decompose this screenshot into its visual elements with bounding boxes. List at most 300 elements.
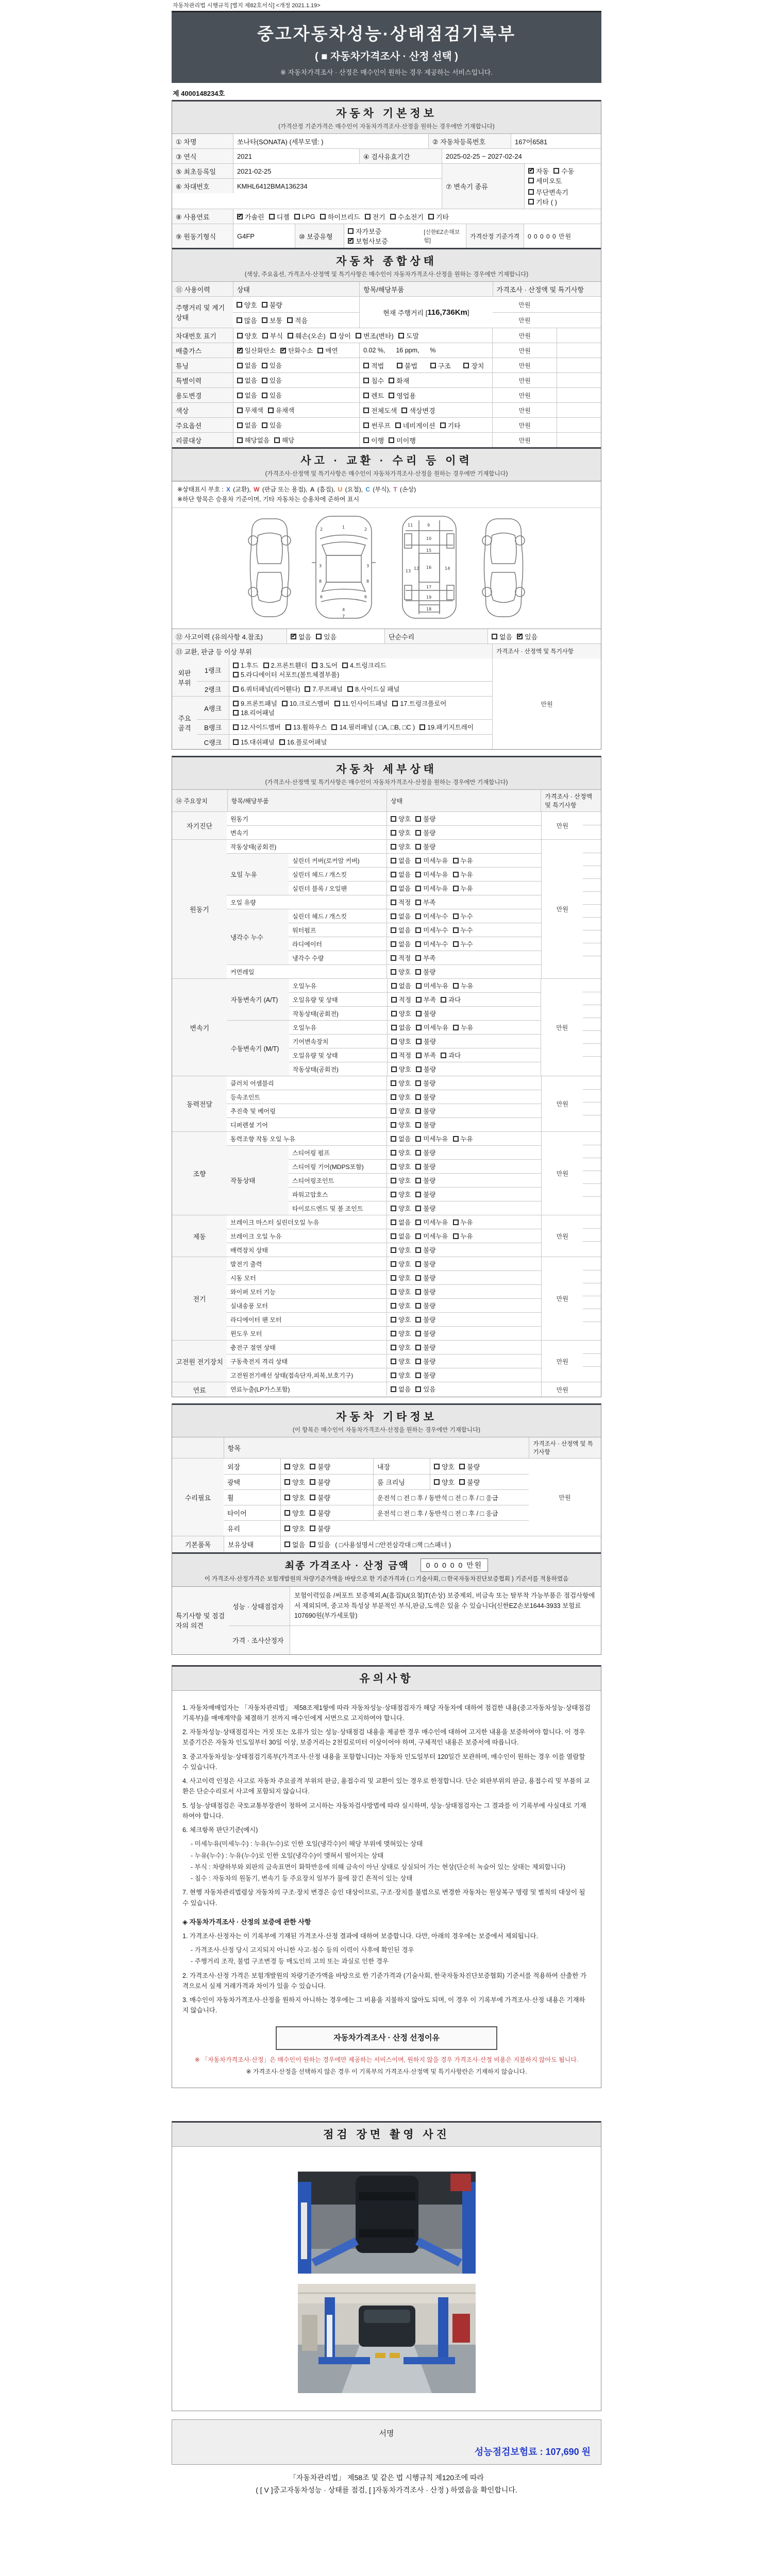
checkbox[interactable] bbox=[440, 422, 446, 428]
legend-prefix: ※상태표시 부호 : bbox=[177, 486, 225, 493]
basic-items-label: 기본품목 bbox=[172, 1536, 224, 1552]
checkbox[interactable] bbox=[453, 913, 459, 919]
checkbox[interactable] bbox=[334, 701, 340, 706]
checkbox[interactable] bbox=[415, 1303, 421, 1309]
repair-subtitle: (가격조사·산정액 및 특기사항은 매수인이 자동차가격조사·산정을 원하는 경우에만 기재합니다) bbox=[265, 471, 508, 477]
status-code-C: C bbox=[365, 486, 371, 493]
checkbox[interactable] bbox=[415, 913, 421, 919]
note-cell bbox=[583, 1132, 601, 1145]
checkbox[interactable] bbox=[416, 1053, 422, 1058]
checkbox-checked[interactable] bbox=[280, 348, 286, 353]
checkbox-checked[interactable] bbox=[237, 348, 243, 353]
checkbox-label: 양호 bbox=[398, 1163, 411, 1171]
checkbox-option bbox=[233, 699, 277, 708]
item-label: 변속기 bbox=[230, 829, 248, 837]
checkbox-option bbox=[416, 981, 448, 990]
checkbox[interactable] bbox=[453, 941, 459, 947]
checkbox-option bbox=[391, 1204, 411, 1213]
checkbox[interactable] bbox=[391, 955, 396, 961]
checkbox-option bbox=[415, 967, 435, 976]
checkbox-option bbox=[415, 1162, 435, 1171]
sub-group-row bbox=[227, 979, 541, 1020]
checkbox[interactable] bbox=[237, 378, 243, 383]
checkbox[interactable] bbox=[391, 1219, 396, 1225]
checkbox[interactable] bbox=[363, 422, 369, 428]
insurance-fee-label: 성능점검보험료 : bbox=[474, 2446, 543, 2457]
checkbox[interactable] bbox=[415, 886, 421, 891]
repair-note-2: ※하단 항목은 승용차 기준이며, 기타 자동차는 승용차에 준하여 표시 bbox=[177, 496, 360, 503]
checkbox[interactable] bbox=[262, 422, 267, 428]
checkbox[interactable] bbox=[415, 1317, 421, 1323]
checkbox[interactable] bbox=[237, 363, 243, 368]
checkbox[interactable] bbox=[397, 363, 402, 368]
checkbox-label: 누유 bbox=[460, 1219, 473, 1227]
checkbox[interactable] bbox=[401, 408, 407, 413]
checkbox[interactable] bbox=[492, 634, 497, 639]
checkbox[interactable] bbox=[463, 363, 469, 368]
checkbox[interactable] bbox=[434, 1464, 440, 1469]
checkbox[interactable] bbox=[428, 214, 434, 219]
checkbox[interactable] bbox=[391, 844, 396, 850]
device-items bbox=[227, 812, 541, 839]
checkbox[interactable] bbox=[233, 710, 239, 716]
checkbox-option bbox=[391, 1064, 411, 1074]
checkbox[interactable] bbox=[416, 1039, 422, 1044]
checkbox[interactable] bbox=[282, 701, 288, 706]
checkbox[interactable] bbox=[237, 408, 243, 413]
checkbox[interactable] bbox=[415, 1178, 421, 1183]
checkbox[interactable] bbox=[233, 672, 239, 677]
checkbox-option bbox=[391, 1023, 411, 1032]
checkbox[interactable] bbox=[415, 1122, 421, 1128]
checkbox[interactable] bbox=[274, 437, 280, 443]
status-cell bbox=[386, 1354, 541, 1368]
checkbox[interactable] bbox=[237, 437, 243, 443]
checkbox[interactable] bbox=[415, 1080, 421, 1086]
checkbox[interactable] bbox=[415, 1094, 421, 1100]
note-cell bbox=[583, 1257, 601, 1270]
checkbox-checked[interactable] bbox=[237, 214, 243, 219]
checkbox-option bbox=[415, 897, 435, 907]
checkbox[interactable] bbox=[285, 724, 291, 730]
checkbox-checked[interactable] bbox=[517, 634, 523, 639]
checkbox[interactable] bbox=[233, 724, 239, 730]
checkbox[interactable] bbox=[416, 1066, 422, 1072]
checkbox[interactable] bbox=[269, 214, 275, 219]
checkbox[interactable] bbox=[391, 1136, 396, 1142]
checkbox[interactable] bbox=[391, 1247, 396, 1253]
checkbox[interactable] bbox=[415, 858, 421, 863]
checkbox[interactable] bbox=[237, 333, 243, 338]
rank-group bbox=[172, 658, 492, 696]
status-cell bbox=[386, 923, 541, 937]
checkbox[interactable] bbox=[391, 1011, 397, 1016]
checkbox[interactable] bbox=[453, 872, 459, 877]
checkbox[interactable] bbox=[233, 663, 239, 668]
checkbox[interactable] bbox=[415, 900, 421, 905]
checkbox[interactable] bbox=[310, 1510, 315, 1516]
checkbox-label: 양호 bbox=[398, 1344, 411, 1352]
checkbox-label: 장치 bbox=[471, 362, 484, 370]
checkbox[interactable] bbox=[415, 1331, 421, 1336]
checkbox-label: 양호 bbox=[244, 301, 257, 309]
checkbox[interactable] bbox=[363, 408, 369, 413]
checkbox-option bbox=[391, 1357, 411, 1366]
checkbox[interactable] bbox=[391, 1275, 396, 1281]
checkbox[interactable] bbox=[415, 1261, 421, 1267]
note-subcolumn bbox=[583, 1215, 601, 1257]
checkbox[interactable] bbox=[415, 1219, 421, 1225]
insurance-fee bbox=[475, 2445, 591, 2458]
checkbox-option bbox=[391, 1259, 411, 1268]
checkbox[interactable] bbox=[391, 1317, 396, 1323]
checkbox[interactable] bbox=[391, 1053, 397, 1058]
checkbox[interactable] bbox=[310, 1526, 315, 1531]
item-label: 내장 bbox=[373, 1459, 430, 1474]
checkbox-checked[interactable] bbox=[528, 168, 534, 174]
checkbox[interactable] bbox=[262, 393, 267, 398]
checkbox[interactable] bbox=[453, 1219, 459, 1225]
checkbox[interactable] bbox=[268, 408, 274, 413]
checkbox-label: 미세누유 bbox=[423, 885, 448, 893]
checkbox-option bbox=[262, 331, 283, 341]
status-cell bbox=[387, 1021, 541, 1034]
notice-item: 1. 가격조사·산정자는 이 기록부에 기재된 가격조사·산정 결과에 대하여 보증합니다. 다만, 아래의 경우에는 보증에서 제외됩니다. bbox=[182, 1932, 539, 1940]
item-cell bbox=[359, 373, 492, 387]
device-items bbox=[227, 1341, 541, 1382]
checkbox[interactable] bbox=[391, 1303, 396, 1309]
signature-box[interactable] bbox=[172, 2419, 601, 2465]
checkbox[interactable] bbox=[453, 1025, 459, 1030]
checkbox[interactable] bbox=[284, 1495, 290, 1500]
checkbox[interactable] bbox=[441, 1053, 446, 1058]
checkbox[interactable] bbox=[391, 1261, 396, 1267]
checkbox[interactable] bbox=[391, 1080, 396, 1086]
checkbox-option bbox=[391, 967, 411, 976]
checkbox[interactable] bbox=[415, 1247, 421, 1253]
checkbox-option bbox=[263, 660, 308, 670]
checkbox[interactable] bbox=[391, 1192, 396, 1197]
checkbox[interactable] bbox=[330, 333, 336, 338]
checkbox[interactable] bbox=[310, 1541, 315, 1547]
checkbox-option bbox=[415, 925, 448, 935]
checkbox-label: 양호 bbox=[398, 1205, 411, 1213]
status-cell bbox=[233, 418, 359, 432]
status-code-desc: (손상) bbox=[398, 486, 416, 493]
basic-items-list: ( □사용설명서 □안전삼각대 □잭 □스패너 ) bbox=[335, 1541, 451, 1549]
note-cell bbox=[557, 297, 601, 312]
checkbox[interactable] bbox=[459, 1464, 465, 1469]
checkbox[interactable] bbox=[441, 997, 446, 1003]
checkbox[interactable] bbox=[391, 1233, 396, 1239]
checkbox[interactable] bbox=[237, 422, 243, 428]
status-cell bbox=[386, 937, 541, 951]
checkbox[interactable] bbox=[262, 378, 267, 383]
checkbox[interactable] bbox=[528, 199, 534, 205]
status-cell bbox=[233, 403, 359, 417]
checkbox[interactable] bbox=[391, 816, 396, 822]
checkbox[interactable] bbox=[416, 1025, 422, 1030]
checkbox-option bbox=[262, 315, 282, 325]
checkbox[interactable] bbox=[310, 1464, 315, 1469]
status-cell bbox=[386, 951, 541, 964]
checkbox-option bbox=[391, 1120, 411, 1129]
checkbox[interactable] bbox=[233, 701, 239, 706]
checkbox-checked[interactable] bbox=[348, 238, 354, 244]
checkbox[interactable] bbox=[453, 886, 459, 891]
checkbox[interactable] bbox=[453, 983, 459, 989]
checkbox[interactable] bbox=[391, 1066, 397, 1072]
checkbox[interactable] bbox=[365, 214, 371, 219]
checkbox[interactable] bbox=[415, 1233, 421, 1239]
checkbox-option bbox=[316, 632, 337, 641]
checkbox[interactable] bbox=[415, 969, 421, 975]
checkbox[interactable] bbox=[391, 1150, 396, 1156]
checkbox[interactable] bbox=[284, 1541, 290, 1547]
checkbox[interactable] bbox=[415, 1345, 421, 1350]
photos-area bbox=[172, 2147, 601, 2411]
checkbox[interactable] bbox=[391, 941, 396, 947]
section-box-1 bbox=[172, 100, 601, 750]
notice-subitem: - 가격조사·산정 당시 고지되지 아니한 사고·침수 등의 이력이 사후에 확인된 경우 bbox=[191, 1946, 414, 1954]
checkbox[interactable] bbox=[415, 1359, 421, 1364]
opinion-label: 특기사항 및 점검자의 의견 bbox=[172, 1587, 229, 1654]
checkbox[interactable] bbox=[415, 830, 421, 836]
checkbox[interactable] bbox=[363, 437, 369, 443]
checkbox[interactable] bbox=[391, 1289, 396, 1295]
checkbox[interactable] bbox=[391, 1025, 397, 1030]
checkbox[interactable] bbox=[356, 333, 361, 338]
checkbox[interactable] bbox=[392, 701, 398, 706]
checkbox-label: 양호 bbox=[292, 1479, 306, 1487]
device-group-row bbox=[172, 1382, 601, 1397]
checkbox[interactable] bbox=[419, 724, 425, 730]
checkbox[interactable] bbox=[391, 1372, 396, 1378]
checkbox-option bbox=[415, 1204, 435, 1213]
checkbox[interactable] bbox=[316, 634, 322, 639]
checkbox[interactable] bbox=[415, 1136, 421, 1142]
checkbox[interactable] bbox=[363, 393, 369, 398]
checkbox[interactable] bbox=[391, 1039, 397, 1044]
checkbox[interactable] bbox=[391, 900, 396, 905]
checkbox-label: 있음 bbox=[317, 1541, 331, 1549]
checkbox[interactable] bbox=[453, 1136, 459, 1142]
checkbox[interactable] bbox=[348, 228, 354, 234]
checkbox[interactable] bbox=[363, 378, 369, 383]
checkbox[interactable] bbox=[391, 1094, 396, 1100]
checkbox[interactable] bbox=[415, 1372, 421, 1378]
checkbox[interactable] bbox=[389, 393, 394, 398]
checkbox[interactable] bbox=[391, 969, 396, 975]
checkbox[interactable] bbox=[233, 686, 239, 692]
checkbox[interactable] bbox=[391, 1164, 396, 1170]
checkbox[interactable] bbox=[415, 955, 421, 961]
checkbox[interactable] bbox=[331, 724, 337, 730]
checkbox[interactable] bbox=[453, 927, 459, 933]
confirmation-footer bbox=[172, 2472, 601, 2497]
checkbox-option bbox=[365, 212, 385, 222]
checkbox[interactable] bbox=[237, 393, 243, 398]
checkbox[interactable] bbox=[415, 1206, 421, 1211]
checkbox[interactable] bbox=[391, 983, 397, 989]
checkbox[interactable] bbox=[391, 1108, 396, 1114]
checkbox[interactable] bbox=[391, 1122, 396, 1128]
checkbox[interactable] bbox=[391, 1206, 396, 1211]
checkbox[interactable] bbox=[391, 913, 396, 919]
checkbox-label: 양호 bbox=[442, 1463, 455, 1471]
checkbox-label: 양호 bbox=[398, 1247, 411, 1255]
checkbox[interactable] bbox=[415, 844, 421, 850]
checkbox[interactable] bbox=[398, 333, 404, 338]
checkbox[interactable] bbox=[284, 1464, 290, 1469]
svg-text:4: 4 bbox=[342, 607, 345, 613]
checkbox[interactable] bbox=[415, 1192, 421, 1197]
checkbox-option bbox=[440, 420, 461, 430]
checkbox[interactable] bbox=[279, 739, 285, 745]
checkbox[interactable] bbox=[320, 214, 326, 219]
checkbox[interactable] bbox=[453, 858, 459, 863]
checkbox-label: 누수 bbox=[460, 941, 473, 948]
table-row bbox=[172, 1587, 601, 1654]
checkbox[interactable] bbox=[415, 1386, 421, 1392]
note-cell bbox=[583, 812, 601, 825]
checkbox[interactable] bbox=[284, 1526, 290, 1531]
checkbox[interactable] bbox=[459, 1479, 465, 1485]
checkbox[interactable] bbox=[389, 437, 394, 443]
checkbox[interactable] bbox=[391, 872, 396, 877]
checkbox[interactable] bbox=[415, 1150, 421, 1156]
checkbox[interactable] bbox=[391, 1345, 396, 1350]
rank-label: 1랭크 bbox=[197, 658, 229, 681]
checkbox-label: 양호 bbox=[398, 1302, 411, 1310]
checkbox[interactable] bbox=[416, 1011, 422, 1016]
checkbox[interactable] bbox=[342, 663, 348, 668]
first-reg-value: 2021-02-25 bbox=[233, 164, 442, 178]
checkbox[interactable] bbox=[415, 872, 421, 877]
checkbox-option bbox=[262, 376, 282, 385]
checkbox[interactable] bbox=[415, 1275, 421, 1281]
note-cell bbox=[583, 1296, 601, 1309]
checkbox[interactable] bbox=[310, 1479, 315, 1485]
checkbox-label: 없음 bbox=[244, 377, 257, 384]
checkbox[interactable] bbox=[430, 363, 436, 368]
checkbox[interactable] bbox=[416, 997, 422, 1003]
checkbox[interactable] bbox=[416, 983, 422, 989]
device-items bbox=[227, 1257, 541, 1340]
checkbox[interactable] bbox=[391, 1359, 396, 1364]
checkbox[interactable] bbox=[347, 686, 353, 692]
checkbox-option bbox=[415, 1092, 435, 1101]
checkbox-label: 17.트렁크플로어 bbox=[400, 700, 447, 708]
checkbox-label: 불량 bbox=[423, 1205, 436, 1213]
status-cell bbox=[386, 1368, 541, 1382]
note-cell bbox=[557, 418, 601, 432]
checkbox[interactable] bbox=[262, 317, 267, 323]
checkbox[interactable] bbox=[284, 1479, 290, 1485]
checkbox[interactable] bbox=[391, 830, 396, 836]
checkbox-label: 12.사이드멤버 bbox=[241, 724, 281, 732]
checkbox-checked[interactable] bbox=[291, 634, 296, 639]
checkbox[interactable] bbox=[237, 302, 242, 308]
table-row bbox=[172, 432, 601, 447]
rank-row bbox=[197, 719, 492, 734]
checkbox[interactable] bbox=[391, 1178, 396, 1183]
checkbox-label: 양호 bbox=[398, 1261, 411, 1268]
note-subcolumn bbox=[583, 979, 601, 1076]
checkbox[interactable] bbox=[528, 189, 534, 195]
checkbox-option bbox=[391, 814, 411, 823]
etc-subtitle: (이 항목은 매수인이 자동차가격조사·산정을 원하는 경우에만 기재합니다) bbox=[293, 1427, 480, 1434]
checkbox[interactable] bbox=[263, 663, 269, 668]
checkbox[interactable] bbox=[391, 1386, 396, 1392]
checkbox[interactable] bbox=[391, 997, 397, 1003]
checkbox[interactable] bbox=[528, 178, 534, 183]
checkbox[interactable] bbox=[294, 214, 300, 219]
checkbox[interactable] bbox=[415, 941, 421, 947]
checkbox[interactable] bbox=[288, 333, 293, 338]
checkbox[interactable] bbox=[415, 816, 421, 822]
checkbox[interactable] bbox=[262, 333, 268, 338]
price-cell: 만원 bbox=[541, 1257, 583, 1340]
checkbox-option bbox=[453, 911, 473, 921]
checkbox[interactable] bbox=[391, 927, 396, 933]
checkbox[interactable] bbox=[262, 363, 267, 368]
checkbox[interactable] bbox=[310, 1495, 315, 1500]
status-cell bbox=[233, 343, 359, 358]
checkbox[interactable] bbox=[415, 1289, 421, 1295]
checkbox[interactable] bbox=[391, 886, 396, 891]
checkbox[interactable] bbox=[395, 422, 401, 428]
checkbox-label: 수소전기 bbox=[397, 213, 424, 221]
checkbox[interactable] bbox=[391, 858, 396, 863]
checkbox[interactable] bbox=[389, 378, 394, 383]
vin-value: KMHL6412BMA136234 bbox=[233, 179, 442, 193]
checkbox-option bbox=[391, 856, 411, 865]
checkbox[interactable] bbox=[390, 214, 396, 219]
checkbox[interactable] bbox=[453, 1233, 459, 1239]
checkbox[interactable] bbox=[391, 1331, 396, 1336]
rank-items bbox=[229, 720, 492, 734]
checkbox[interactable] bbox=[317, 348, 323, 353]
checkbox[interactable] bbox=[415, 1108, 421, 1114]
device-group-label: 조향 bbox=[172, 1132, 227, 1215]
checkbox-option bbox=[528, 166, 549, 176]
device-group-label: 동력전달 bbox=[172, 1076, 227, 1131]
sub-group-label: 냉각수 누수 bbox=[227, 909, 289, 964]
checkbox-label: 불량 bbox=[467, 1463, 480, 1471]
checkbox[interactable] bbox=[312, 663, 317, 668]
checkbox-label: 불량 bbox=[423, 1080, 436, 1088]
checkbox[interactable] bbox=[237, 317, 242, 323]
item-label: 작동상태(공회전) bbox=[230, 843, 277, 851]
note-subcolumn bbox=[583, 1132, 601, 1215]
checkbox[interactable] bbox=[434, 1479, 440, 1485]
checkbox[interactable] bbox=[262, 302, 267, 308]
appraisal-reason-note: ※ 가격조사·산정을 선택하지 않은 경우 이 기록부의 가격조사·산정액 및 특기사항란은 기재하지 않습니다. bbox=[246, 2068, 527, 2076]
checkbox[interactable] bbox=[305, 686, 310, 692]
checkbox-option bbox=[285, 722, 327, 732]
checkbox[interactable] bbox=[415, 927, 421, 933]
table-row bbox=[172, 148, 601, 163]
checkbox[interactable] bbox=[363, 363, 369, 368]
checkbox[interactable] bbox=[415, 1164, 421, 1170]
checkbox[interactable] bbox=[553, 168, 559, 174]
item-label: 오일유량 및 상태 bbox=[292, 996, 338, 1004]
checkbox[interactable] bbox=[284, 1510, 290, 1516]
checkbox[interactable] bbox=[233, 739, 239, 745]
checkbox[interactable] bbox=[287, 317, 293, 323]
checkbox-option bbox=[294, 213, 315, 221]
